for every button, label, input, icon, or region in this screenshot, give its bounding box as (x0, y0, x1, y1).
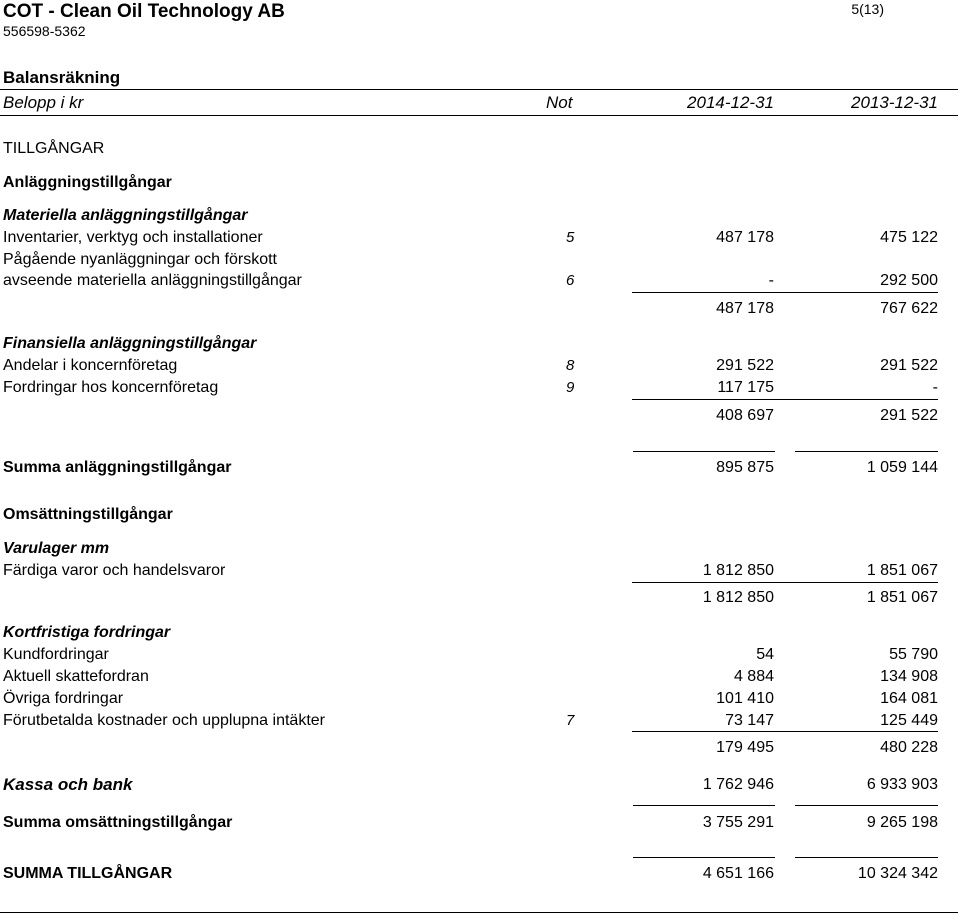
section-heading-anlaggningstillgangar: Anläggningstillgångar (3, 174, 172, 191)
row-label: Andelar i koncernföretag (3, 357, 178, 374)
row-value-2014: - (768, 272, 774, 289)
row-value-2013: 125 449 (880, 712, 938, 729)
subtotal-value-2014: 1 812 850 (702, 589, 774, 606)
grand-total-value-2013: 10 324 342 (857, 865, 938, 882)
subtotal-value-2014: 179 495 (716, 739, 774, 756)
row-value-2014: 73 147 (725, 712, 774, 729)
row-label: Aktuell skattefordran (3, 668, 149, 685)
row-value-2014: 101 410 (716, 690, 774, 707)
column-header-2013: 2013-12-31 (851, 93, 938, 112)
column-header-label: Belopp i kr (3, 93, 84, 112)
total-label: Summa omsättningstillgångar (3, 814, 233, 831)
subsection-heading-kortfristiga: Kortfristiga fordringar (3, 624, 171, 641)
total-value-2014: 3 755 291 (702, 814, 774, 831)
subtotal-value-2014: 408 697 (716, 407, 774, 424)
total-label: Summa anläggningstillgångar (3, 459, 232, 476)
row-note: 7 (566, 712, 575, 729)
page-number: 5(13) (851, 1, 884, 17)
row-label: Fordringar hos koncernföretag (3, 379, 219, 396)
column-header-2014: 2014-12-31 (687, 93, 774, 112)
row-value-2014: 487 178 (716, 229, 774, 246)
total-rule-2013 (795, 805, 938, 806)
row-value-2013: 475 122 (880, 229, 938, 246)
row-label: Övriga fordringar (3, 690, 124, 707)
company-name: COT - Clean Oil Technology AB (3, 1, 285, 22)
header-rule-top (0, 89, 958, 90)
row-note: 9 (566, 379, 575, 396)
bottom-rule (0, 912, 958, 913)
row-value-2014: 117 175 (717, 379, 774, 396)
row-value-2013: 1 851 067 (866, 562, 938, 579)
grand-total-rule-2013 (795, 857, 938, 858)
row-label: Pågående nyanläggningar och förskott (3, 251, 277, 268)
subtotal-value-2013: 480 228 (880, 739, 938, 756)
row-value-2013: 164 081 (880, 690, 938, 707)
row-value-2014: 54 (756, 646, 774, 663)
subtotal-value-2013: 1 851 067 (866, 589, 938, 606)
subsection-heading-materiella: Materiella anläggningstillgångar (3, 207, 248, 224)
subtotal-rule (632, 292, 938, 293)
row-label: Färdiga varor och handelsvaror (3, 562, 226, 579)
header-rule-bottom (0, 115, 958, 116)
total-value-2013: 1 059 144 (866, 459, 938, 476)
row-value-2014: 1 762 946 (702, 776, 774, 793)
grand-total-rule-2014 (633, 857, 775, 858)
row-note: 6 (566, 272, 575, 289)
row-label: Kundfordringar (3, 646, 109, 663)
total-value-2014: 895 875 (716, 459, 774, 476)
section-heading-omsattningstillgangar: Omsättningstillgångar (3, 506, 173, 523)
grand-total-label: SUMMA TILLGÅNGAR (3, 865, 173, 882)
row-label: Förutbetalda kostnader och upplupna intäkter (3, 712, 325, 729)
row-value-2013: 291 522 (880, 357, 938, 374)
row-label: Inventarier, verktyg och installationer (3, 229, 263, 246)
subtotal-value-2013: 291 522 (880, 407, 938, 424)
row-value-2014: 4 884 (733, 668, 774, 685)
subtotal-rule (632, 731, 938, 732)
total-rule-2014 (633, 805, 775, 806)
row-value-2013: 55 790 (889, 646, 938, 663)
total-value-2013: 9 265 198 (866, 814, 938, 831)
column-header-not: Not (546, 93, 573, 112)
org-number: 556598-5362 (3, 23, 86, 39)
row-value-2013: 292 500 (880, 272, 938, 289)
total-rule-2014 (633, 451, 775, 452)
row-value-2014: 291 522 (716, 357, 774, 374)
row-value-2013: 134 908 (880, 668, 938, 685)
subtotal-rule (632, 582, 938, 583)
row-note: 5 (566, 229, 575, 246)
row-note: 8 (566, 357, 575, 374)
subsection-heading-finansiella: Finansiella anläggningstillgångar (3, 335, 257, 352)
subsection-heading-varulager: Varulager mm (3, 540, 110, 557)
section-heading-tillgangar: TILLGÅNGAR (3, 140, 105, 157)
subtotal-rule (632, 399, 938, 400)
row-value-2013: - (932, 379, 938, 396)
row-label-kassa: Kassa och bank (3, 775, 133, 794)
row-value-2013: 6 933 903 (866, 776, 938, 793)
statement-title: Balansräkning (3, 68, 121, 87)
row-value-2014: 1 812 850 (702, 562, 774, 579)
row-label: avseende materiella anläggningstillgångar (3, 272, 302, 289)
subtotal-value-2013: 767 622 (880, 300, 938, 317)
subtotal-value-2014: 487 178 (716, 300, 774, 317)
total-rule-2013 (795, 451, 938, 452)
grand-total-value-2014: 4 651 166 (702, 865, 774, 882)
